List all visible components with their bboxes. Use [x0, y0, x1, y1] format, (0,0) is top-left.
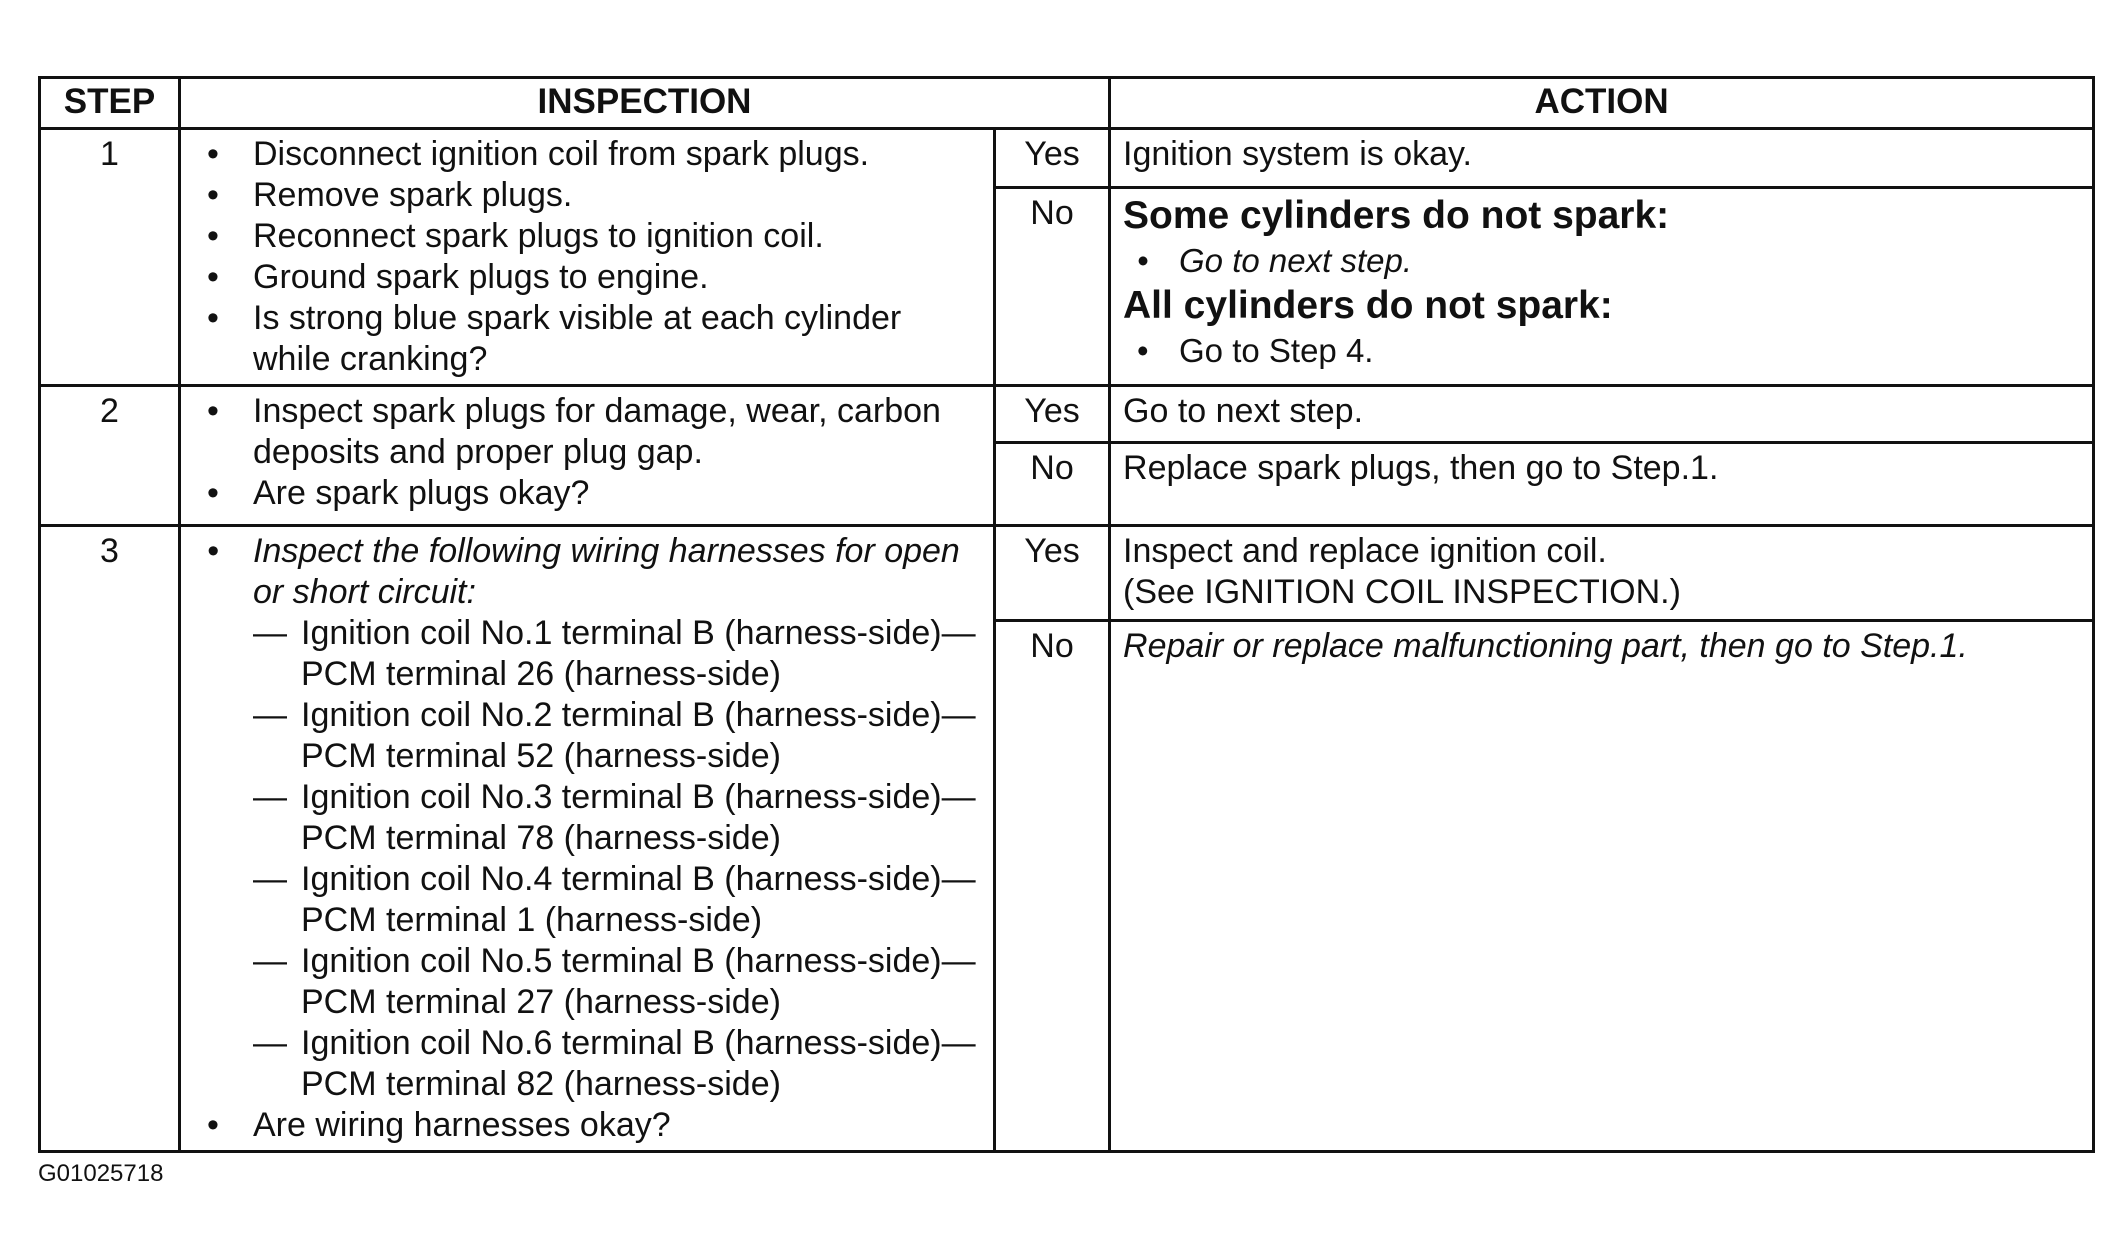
- inspection-item: • Reconnect spark plugs to ignition coil.: [203, 216, 979, 257]
- harness-item: — Ignition coil No.1 terminal B (harness-side)—PCM terminal 26 (harness-side): [203, 613, 979, 695]
- inspection-item: • Is strong blue spark visible at each cylinder while cranking?: [203, 298, 979, 380]
- no-label: No: [995, 188, 1110, 386]
- step-header: STEP: [40, 78, 180, 129]
- step-1-inspection: [180, 129, 995, 386]
- inspection-item: • Are spark plugs okay?: [203, 473, 979, 514]
- inspection-item: • Ground spark plugs to engine.: [203, 257, 979, 298]
- inspection-item: • Disconnect ignition coil from spark plugs.: [203, 134, 979, 175]
- yes-action-line: (See IGNITION COIL INSPECTION.): [1123, 573, 1681, 611]
- step-3-yes-row: [40, 526, 2094, 621]
- no-action-item: • Go to Step 4.: [1123, 329, 2080, 373]
- no-action: Repair or replace malfunctioning part, then go to Step.1.: [1110, 621, 2094, 1152]
- step-2-yes-row: [40, 386, 2094, 443]
- yes-label: Yes: [995, 386, 1110, 443]
- step-number: 1: [40, 129, 180, 386]
- yes-label: Yes: [995, 129, 1110, 188]
- no-label: No: [995, 443, 1110, 526]
- step-2-inspection: [180, 386, 995, 526]
- inspection-item: • Remove spark plugs.: [203, 175, 979, 216]
- no-action-heading: All cylinders do not spark:: [1123, 284, 1613, 327]
- step-number: 2: [40, 386, 180, 526]
- yes-label: Yes: [995, 526, 1110, 621]
- yes-action-line: Inspect and replace ignition coil.: [1123, 532, 1607, 570]
- inspection-item: • Inspect spark plugs for damage, wear, carbon deposits and proper plug gap.: [203, 391, 979, 473]
- yes-action: Ignition system is okay.: [1110, 129, 2094, 188]
- header-row: [40, 78, 2094, 129]
- inspection-item: • Are wiring harnesses okay?: [203, 1105, 979, 1146]
- inspection-intro: Inspect the following wiring harnesses for open or short circuit:: [253, 532, 960, 611]
- no-label: No: [995, 621, 1110, 1152]
- figure-id: G01025718: [38, 1160, 164, 1187]
- yes-action: [1110, 526, 2094, 621]
- step-1-yes-row: [40, 129, 2094, 188]
- step-number: 3: [40, 526, 180, 1152]
- no-action: Replace spark plugs, then go to Step.1.: [1110, 443, 2094, 526]
- harness-item: — Ignition coil No.6 terminal B (harness-side)—PCM terminal 82 (harness-side): [203, 1023, 979, 1105]
- yes-action: Go to next step.: [1110, 386, 2094, 443]
- action-header: ACTION: [1110, 78, 2094, 129]
- harness-item: — Ignition coil No.2 terminal B (harness-side)—PCM terminal 52 (harness-side): [203, 695, 979, 777]
- harness-item: — Ignition coil No.3 terminal B (harness-side)—PCM terminal 78 (harness-side): [203, 777, 979, 859]
- no-action: [1110, 188, 2094, 386]
- no-action-item: • Go to next step.: [1123, 239, 2080, 283]
- diagnostic-table: [38, 76, 2095, 1153]
- harness-item: — Ignition coil No.5 terminal B (harness-side)—PCM terminal 27 (harness-side): [203, 941, 979, 1023]
- inspection-item: [203, 531, 979, 613]
- harness-item: — Ignition coil No.4 terminal B (harness-side)—PCM terminal 1 (harness-side): [203, 859, 979, 941]
- step-3-inspection: [180, 526, 995, 1152]
- no-action-heading: Some cylinders do not spark:: [1123, 194, 1670, 237]
- inspection-header: INSPECTION: [180, 78, 1110, 129]
